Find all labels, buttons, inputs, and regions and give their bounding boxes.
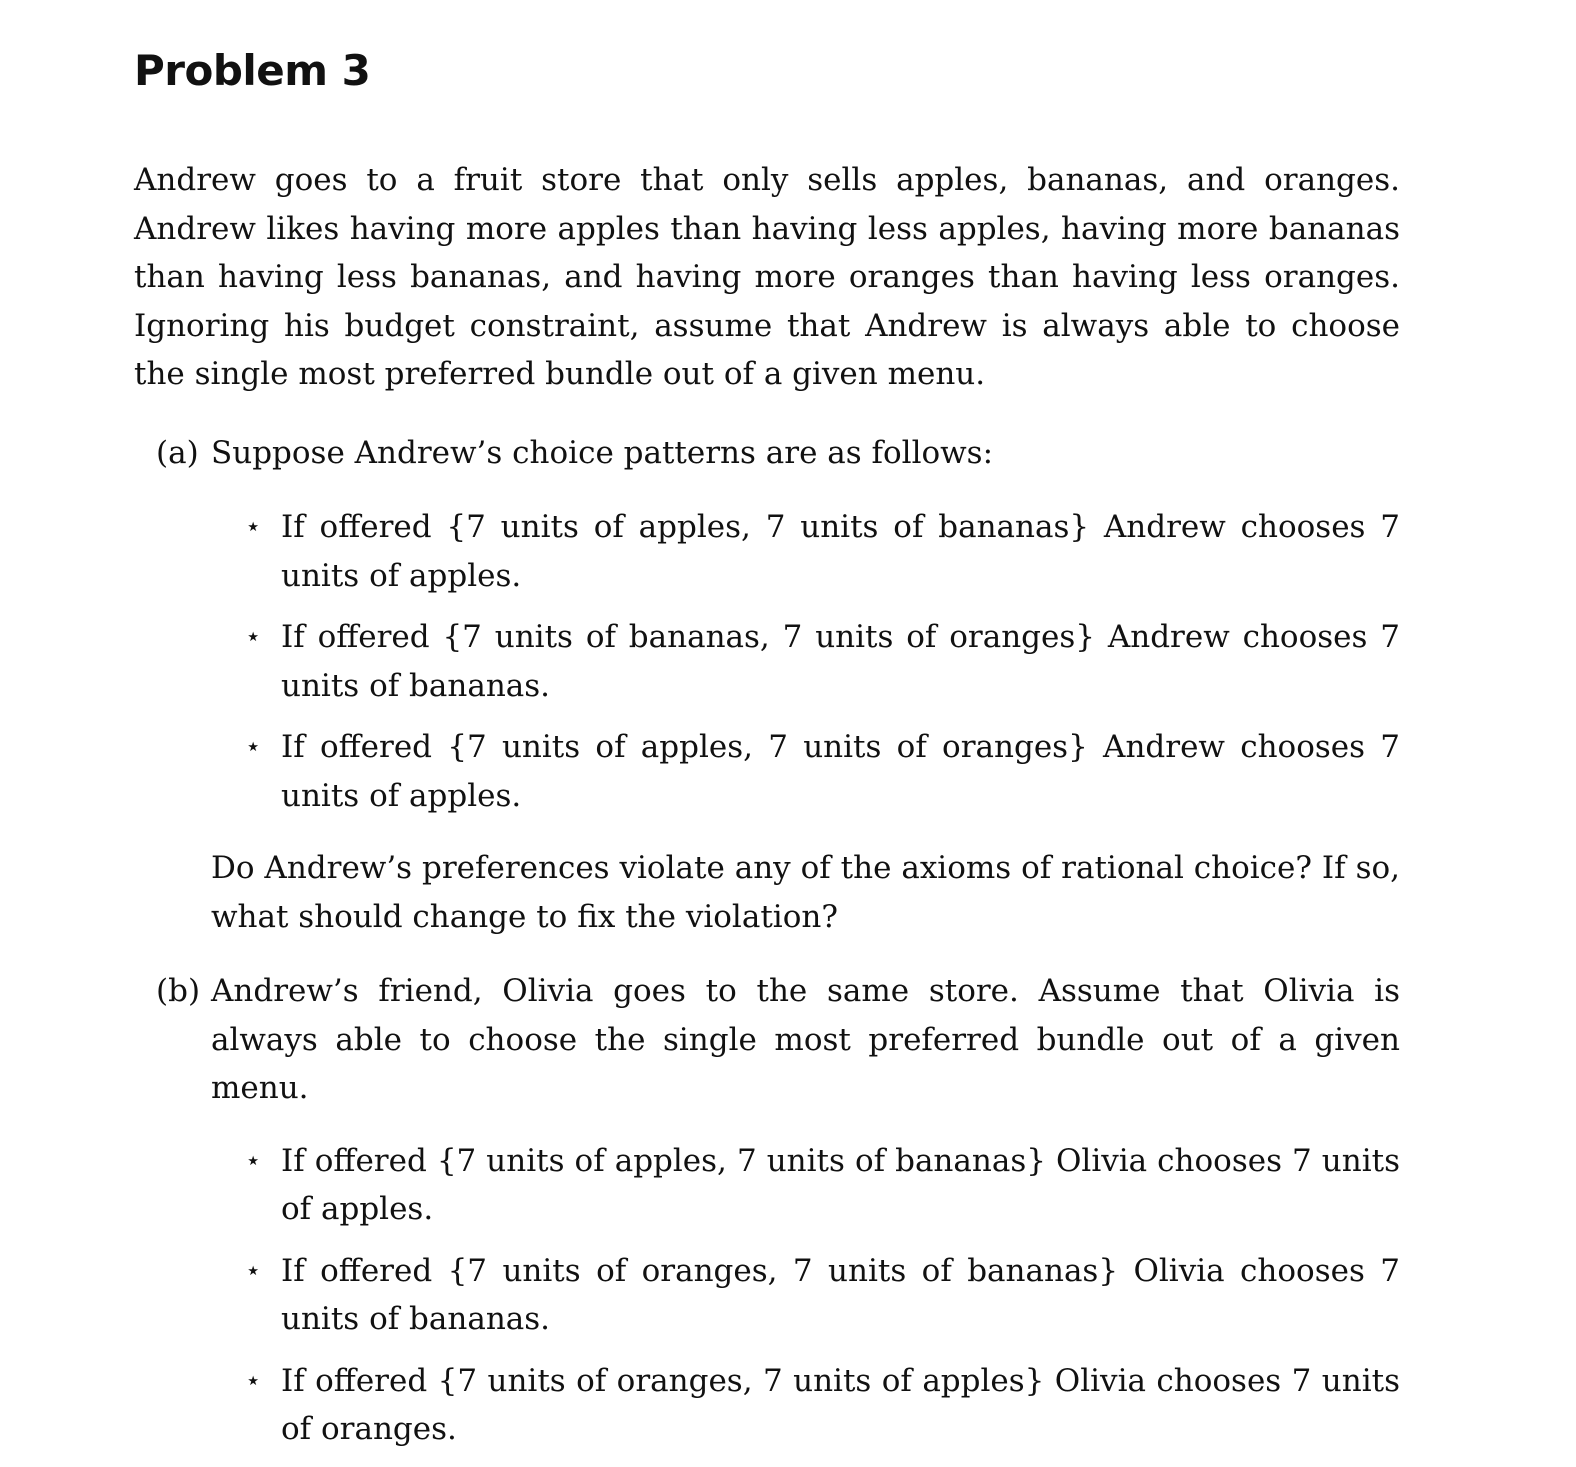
part-a: [134, 429, 1400, 478]
part-a-followup: Do Andrew’s preferences violate any of the axioms of rational choice? If so, what should change to fix the violation?: [211, 850, 1400, 935]
bullet-text: If offered {7 units of bananas, 7 units of oranges} Andrew chooses 7 units of bananas.: [281, 619, 1400, 704]
part-b-text: Andrew’s friend, Olivia goes to the same store. Assume that Olivia is always able to choose the single most preferred bundle out of a given menu.: [211, 973, 1400, 1106]
star-bullet-icon: ⋆: [245, 1365, 262, 1396]
star-bullet-icon: ⋆: [245, 732, 262, 762]
problem-page: [134, 40, 1400, 1467]
star-bullet-icon: ⋆: [245, 1145, 262, 1176]
star-bullet-icon: ⋆: [245, 512, 262, 542]
bullet-text: If offered {7 units of apples, 7 units of oranges} Andrew chooses 7 units of apples.: [281, 729, 1400, 814]
list-item: [245, 613, 1400, 710]
part-a-label: (a): [156, 434, 199, 471]
bullet-text: If offered {7 units of oranges, 7 units of bananas} Olivia chooses 7 units of bananas.: [281, 1252, 1400, 1337]
list-item: [245, 1137, 1400, 1234]
star-bullet-icon: ⋆: [245, 622, 262, 652]
part-b: [134, 967, 1400, 1113]
bullet-text: If offered {7 units of apples, 7 units of bananas} Olivia chooses 7 units of apples.: [281, 1142, 1400, 1227]
list-item: [245, 503, 1400, 600]
part-b-label: (b): [156, 973, 201, 1009]
part-a-bullets: [245, 503, 1400, 820]
problem-title: Problem 3: [134, 46, 371, 95]
list-item: [245, 723, 1400, 820]
part-b-bullets: [245, 1137, 1400, 1454]
bullet-text: If offered {7 units of oranges, 7 units of apples} Olivia chooses 7 units of oranges.: [281, 1362, 1400, 1447]
part-a-text: Suppose Andrew’s choice patterns are as follows:: [211, 434, 994, 471]
list-item: [245, 1247, 1400, 1344]
bullet-text: If offered {7 units of apples, 7 units of bananas} Andrew chooses 7 units of apples.: [281, 509, 1400, 594]
star-bullet-icon: ⋆: [245, 1255, 262, 1286]
list-item: [245, 1357, 1400, 1454]
problem-intro: Andrew goes to a fruit store that only sells apples, bananas, and oranges. Andrew likes having more apples than having less apples, having more bananas than having less bananas, and having more oranges than having less oranges. Ignoring his budget constraint, assume that Andrew is always able to choose the single most preferred bundle out of a given menu.: [134, 162, 1400, 392]
